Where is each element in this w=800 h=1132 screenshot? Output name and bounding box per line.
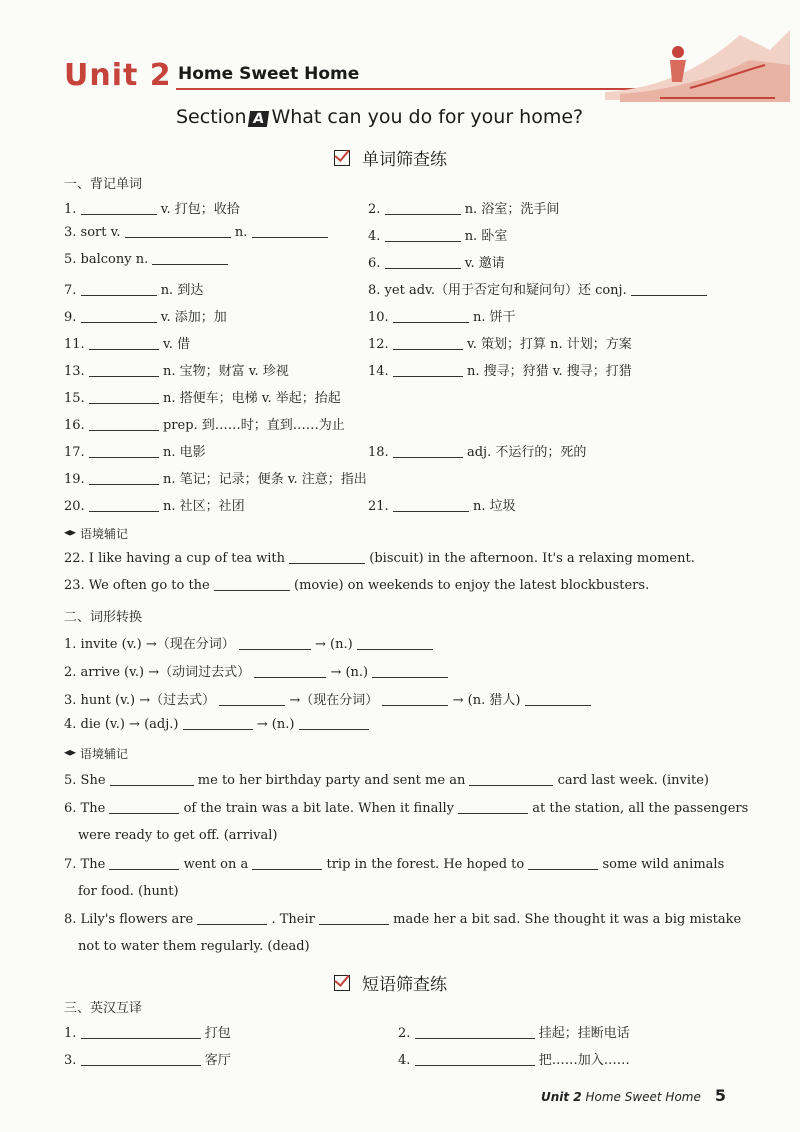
answer-blank[interactable] xyxy=(81,202,157,215)
answer-blank[interactable] xyxy=(81,283,157,296)
part-two-title: 二、词形转换 xyxy=(64,610,143,625)
answer-blank[interactable] xyxy=(393,499,469,512)
answer-blank[interactable] xyxy=(89,499,159,512)
word-item-10: 10. n. 饼干 xyxy=(368,310,516,325)
context-sentence-6: 6. The of the train was a bit late. When it finally at the station, all the passengers xyxy=(64,801,749,816)
context-sentence-5: 5. She me to her birthday party and sent me an card last week. (invite) xyxy=(64,773,709,788)
part-one-title: 一、背记单词 xyxy=(64,177,143,192)
context-sentence-22: 22. I like having a cup of tea with (biscuit) in the afternoon. It's a relaxing moment. xyxy=(64,551,695,566)
page-number: 5 xyxy=(714,1086,726,1105)
answer-blank[interactable] xyxy=(372,665,448,678)
answer-blank[interactable] xyxy=(385,202,461,215)
mountain-illustration-icon xyxy=(600,10,790,105)
unit-number: Unit 2 xyxy=(64,58,172,93)
answer-blank[interactable] xyxy=(415,1026,535,1039)
answer-blank[interactable] xyxy=(89,391,159,404)
answer-blank[interactable] xyxy=(81,1026,201,1039)
answer-blank[interactable] xyxy=(299,717,369,730)
word-item-5: 5. balcony n. xyxy=(64,252,228,267)
answer-blank[interactable] xyxy=(81,1053,201,1066)
context-sentence-23: 23. We often go to the (movie) on weekends to enjoy the latest blockbusters. xyxy=(64,578,650,593)
answer-blank[interactable] xyxy=(89,472,159,485)
answer-blank[interactable] xyxy=(631,283,707,296)
word-item-21: 21. n. 垃圾 xyxy=(368,499,516,514)
answer-blank[interactable] xyxy=(89,364,159,377)
answer-blank[interactable] xyxy=(393,337,463,350)
category-title-words: 单词筛查练 xyxy=(334,145,447,170)
answer-blank[interactable] xyxy=(109,857,179,870)
word-item-8: 8. yet adv.（用于否定句和疑问句）还 conj. xyxy=(368,279,707,298)
answer-blank[interactable] xyxy=(214,578,290,591)
form-item-2: 2. arrive (v.) →（动词过去式） → (n.) xyxy=(64,661,448,680)
answer-blank[interactable] xyxy=(219,693,285,706)
answer-blank[interactable] xyxy=(125,225,231,238)
word-item-15: 15. n. 搭便车；电梯 v. 举起；抬起 xyxy=(64,391,341,406)
answer-blank[interactable] xyxy=(385,229,461,242)
answer-blank[interactable] xyxy=(254,665,326,678)
word-item-18: 18. adj. 不运行的；死的 xyxy=(368,445,587,460)
context-sentence-7-cont: for food. (hunt) xyxy=(78,884,179,899)
word-item-17: 17. n. 电影 xyxy=(64,445,206,460)
phrase-item-1: 1. 打包 xyxy=(64,1026,231,1041)
word-item-12: 12. v. 策划；打算 n. 计划；方案 xyxy=(368,337,632,352)
word-item-1: 1. v. 打包；收拾 xyxy=(64,202,240,217)
phrase-item-2: 2. 挂起；挂断电话 xyxy=(398,1026,630,1041)
word-item-20: 20. n. 社区；社团 xyxy=(64,499,245,514)
answer-blank[interactable] xyxy=(110,773,194,786)
answer-blank[interactable] xyxy=(197,912,267,925)
answer-blank[interactable] xyxy=(393,364,463,377)
answer-blank[interactable] xyxy=(525,693,591,706)
answer-blank[interactable] xyxy=(289,551,365,564)
context-tip-label: 语境辅记 xyxy=(64,525,128,542)
answer-blank[interactable] xyxy=(183,717,253,730)
word-item-19: 19. n. 笔记；记录；便条 v. 注意；指出 xyxy=(64,472,367,487)
form-item-1: 1. invite (v.) →（现在分词） → (n.) xyxy=(64,633,433,652)
answer-blank[interactable] xyxy=(469,773,553,786)
phrase-item-3: 3. 客厅 xyxy=(64,1053,231,1068)
part-three-title: 三、英汉互译 xyxy=(64,1001,143,1016)
answer-blank[interactable] xyxy=(393,445,463,458)
answer-blank[interactable] xyxy=(458,801,528,814)
phrase-item-4: 4. 把……加入…… xyxy=(398,1053,630,1068)
context-sentence-7: 7. The went on a trip in the forest. He hoped to some wild animals xyxy=(64,857,725,872)
form-item-3: 3. hunt (v.) →（过去式） →（现在分词） → (n. 猎人) xyxy=(64,689,591,708)
section-title xyxy=(176,106,583,128)
word-item-4: 4. n. 卧室 xyxy=(368,229,508,244)
word-item-16: 16. prep. 到……时；直到……为止 xyxy=(64,418,345,433)
answer-blank[interactable] xyxy=(385,256,461,269)
context-tip-label: 语境辅记 xyxy=(64,745,128,762)
answer-blank[interactable] xyxy=(415,1053,535,1066)
word-item-2: 2. n. 浴室；洗手间 xyxy=(368,202,560,217)
answer-blank[interactable] xyxy=(81,310,157,323)
answer-blank[interactable] xyxy=(393,310,469,323)
answer-blank[interactable] xyxy=(382,693,448,706)
word-item-3: 3. sort v. n. xyxy=(64,225,328,240)
context-sentence-6-cont: were ready to get off. (arrival) xyxy=(78,828,278,843)
unit-title: Home Sweet Home xyxy=(178,64,360,84)
answer-blank[interactable] xyxy=(252,857,322,870)
answer-blank[interactable] xyxy=(152,252,228,265)
page-footer: Unit 2 Home Sweet Home 5 xyxy=(540,1086,726,1105)
word-item-7: 7. n. 到达 xyxy=(64,283,204,298)
section-label: Section xyxy=(176,106,247,128)
answer-blank[interactable] xyxy=(89,418,159,431)
graduation-cap-icon xyxy=(64,750,76,757)
answer-blank[interactable] xyxy=(252,225,328,238)
word-item-14: 14. n. 搜寻；狩猎 v. 搜寻；打猎 xyxy=(368,364,632,379)
answer-blank[interactable] xyxy=(319,912,389,925)
word-item-6: 6. v. 邀请 xyxy=(368,256,505,271)
answer-blank[interactable] xyxy=(89,337,159,350)
checkbox-icon xyxy=(334,975,350,991)
context-sentence-8: 8. Lily's flowers are . Their made her a bit sad. She thought it was a big mistake xyxy=(64,912,742,927)
section-heading: What can you do for your home? xyxy=(271,106,584,128)
answer-blank[interactable] xyxy=(528,857,598,870)
category-title-phrases: 短语筛查练 xyxy=(334,970,447,995)
answer-blank[interactable] xyxy=(357,637,433,650)
word-item-13: 13. n. 宝物；财富 v. 珍视 xyxy=(64,364,289,379)
word-item-9: 9. v. 添加；加 xyxy=(64,310,227,325)
context-sentence-8-cont: not to water them regularly. (dead) xyxy=(78,939,310,954)
checkbox-icon xyxy=(334,150,350,166)
word-item-11: 11. v. 借 xyxy=(64,337,191,352)
answer-blank[interactable] xyxy=(109,801,179,814)
answer-blank[interactable] xyxy=(89,445,159,458)
graduation-cap-icon xyxy=(64,530,76,537)
form-item-4: 4. die (v.) → (adj.) → (n.) xyxy=(64,717,369,732)
section-letter-badge: A xyxy=(247,111,268,127)
answer-blank[interactable] xyxy=(239,637,311,650)
